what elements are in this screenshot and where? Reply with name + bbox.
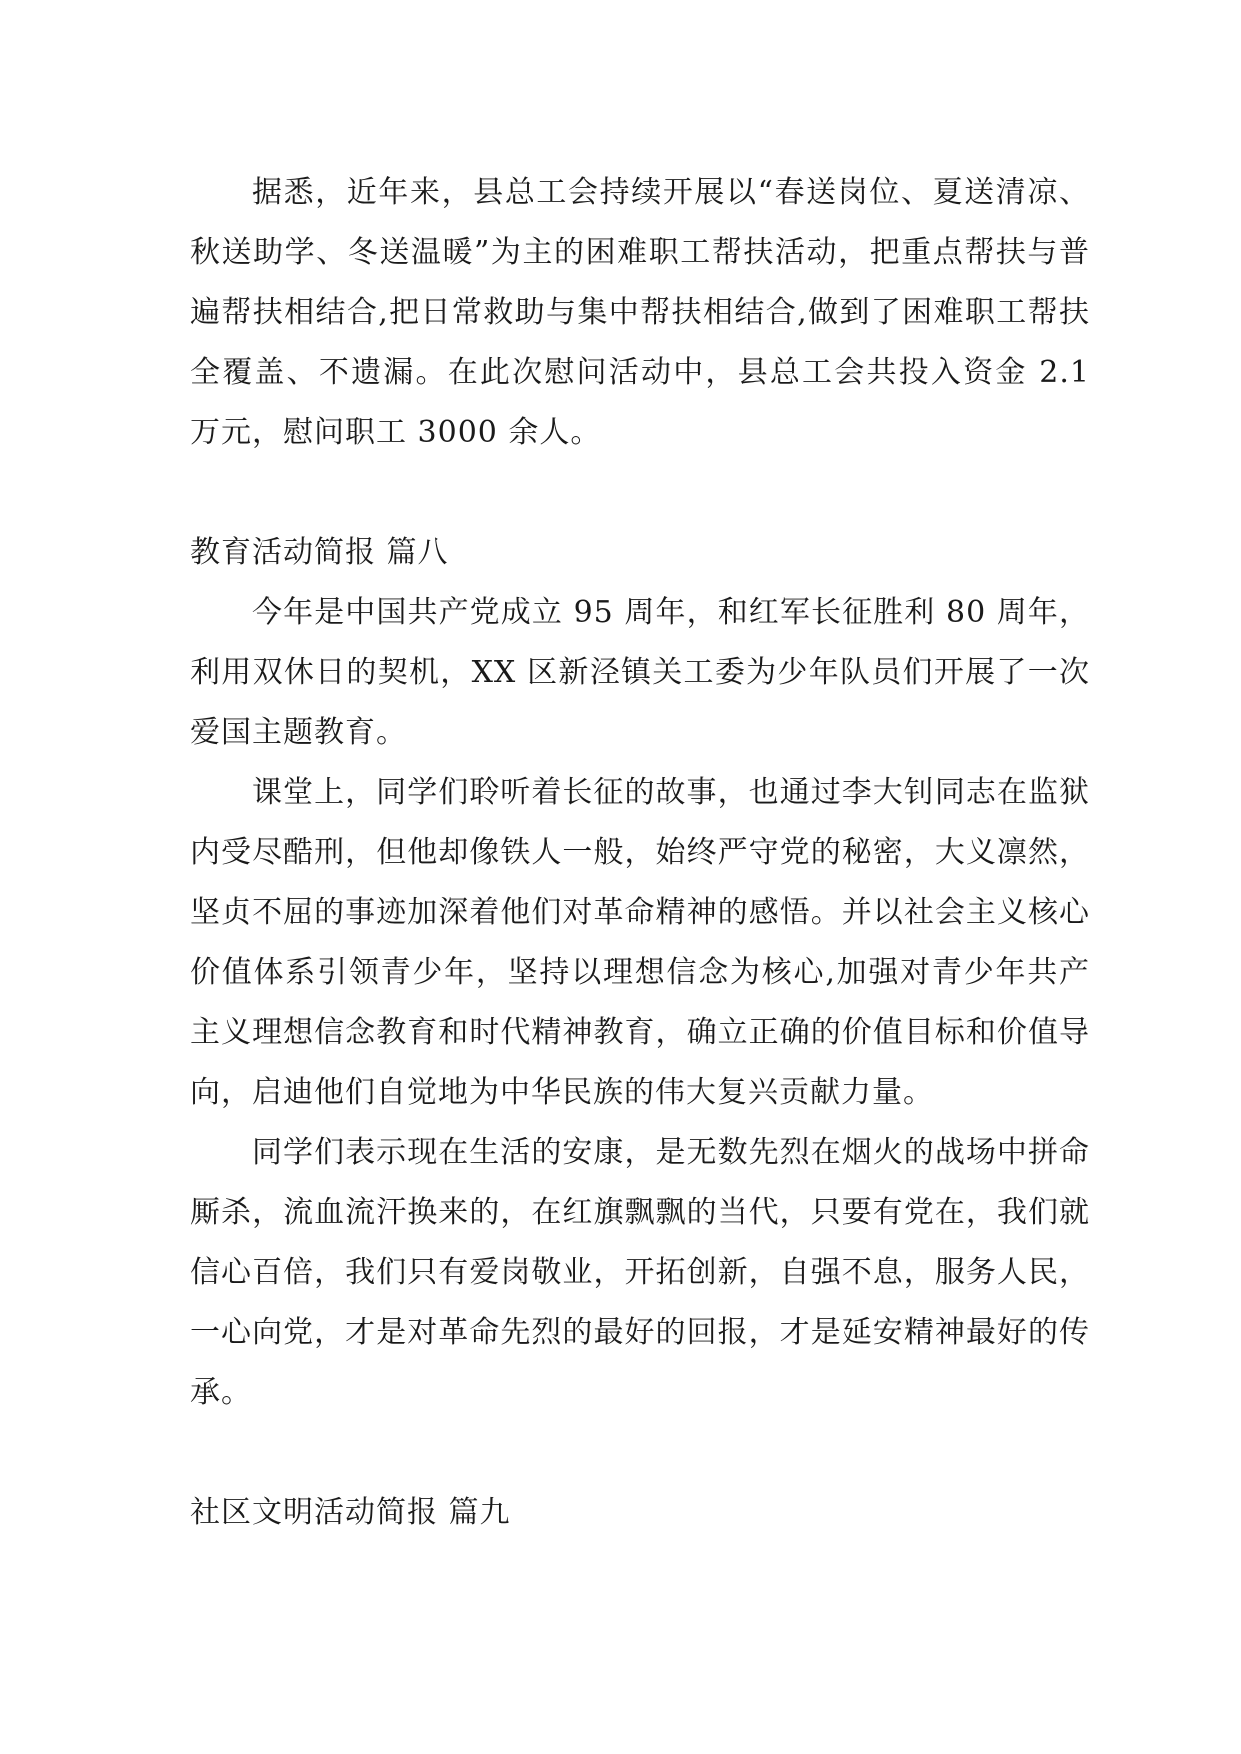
document-body	[190, 163, 1090, 1543]
section-heading-8: 教育活动简报 篇八	[190, 535, 449, 570]
paragraph-classroom: 课堂上，同学们聆听着长征的故事，也通过李大钊同志在监狱内受尽酷刑，但他却像铁人一般，始终严守党的秘密，大义凛然，坚贞不屈的事迹加深着他们对革命精神的感悟。并以社会主义核心价值体系引领青少年，坚持以理想信念为核心,加强对青少年共产主义理想信念教育和时代精神教育，确立正确的价值目标和价值导向，启迪他们自觉地为中华民族的伟大复兴贡献力量。	[190, 775, 1090, 1110]
section-gap	[190, 1423, 1090, 1483]
section-heading-9: 社区文明活动简报 篇九	[190, 1495, 511, 1530]
section-gap	[190, 463, 1090, 523]
paragraph-anniversary: 今年是中国共产党成立 95 周年，和红军长征胜利 80 周年，利用双休日的契机，XX 区新泾镇关工委为少年队员们开展了一次爱国主题教育。	[190, 595, 1090, 750]
paragraph-union-assistance: 据悉，近年来，县总工会持续开展以“春送岗位、夏送清凉、秋送助学、冬送温暖”为主的困难职工帮扶活动，把重点帮扶与普遍帮扶相结合,把日常救助与集中帮扶相结合,做到了困难职工帮扶全覆盖、不遗漏。在此次慰问活动中，县总工会共投入资金 2.1 万元，慰问职工 3000 余人。	[190, 175, 1090, 450]
paragraph-students-reflection: 同学们表示现在生活的安康，是无数先烈在烟火的战场中拼命厮杀，流血流汗换来的，在红旗飘飘的当代，只要有党在，我们就信心百倍，我们只有爱岗敬业，开拓创新，自强不息，服务人民，一心向党，才是对革命先烈的最好的回报，才是延安精神最好的传承。	[190, 1135, 1090, 1410]
